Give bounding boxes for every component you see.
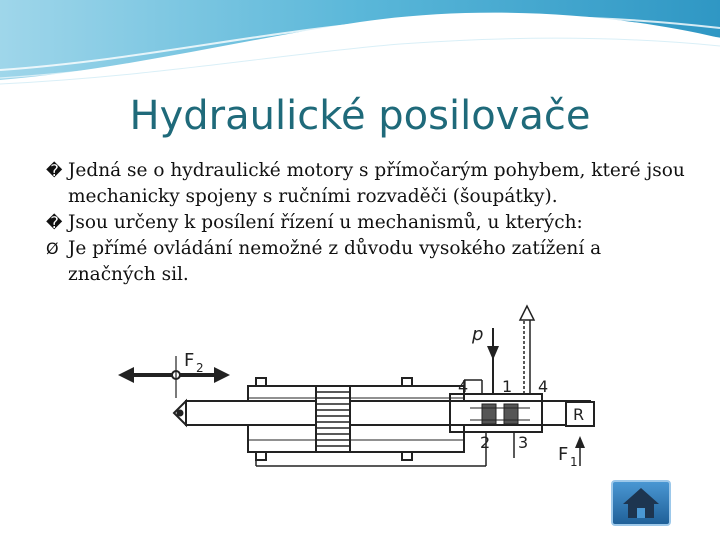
bullet-item xyxy=(46,158,686,210)
header-wave-decoration xyxy=(0,0,720,90)
f2-label: F xyxy=(184,350,195,371)
port-4-right-label: 4 xyxy=(538,377,549,396)
sub-bullet-arrow-marker: Ø xyxy=(46,239,59,258)
bullet-text: Je přímé ovládání nemožné z důvodu vysokého zatížení a značných sil. xyxy=(68,238,602,285)
bullet-text: Jsou určeny k posílení řízení u mechanismů, u kterých: xyxy=(68,212,583,233)
hydraulic-booster-diagram xyxy=(110,298,610,513)
pressure-inlet-arrow xyxy=(487,328,499,394)
port-2-label: 2 xyxy=(480,433,491,452)
return-outlet-arrow xyxy=(520,306,534,394)
f2-subscript: 2 xyxy=(196,361,204,375)
bullet-text: Jedná se o hydraulické motory s přímočarým pohybem, které jsou mechanicky spojeny s ručními rozvaděči (šoupátky). xyxy=(68,160,685,207)
bullet-marker: � xyxy=(46,213,63,232)
port-4-left-label: 4 xyxy=(458,377,469,396)
force-f2-arrow xyxy=(118,356,230,398)
pressure-label: p xyxy=(472,324,484,345)
r-label: R xyxy=(573,405,585,424)
f1-label: F xyxy=(558,444,569,465)
bullet-marker: � xyxy=(46,161,63,180)
home-button[interactable] xyxy=(611,480,671,526)
bullet-item xyxy=(46,236,686,288)
f1-subscript: 1 xyxy=(570,455,578,469)
port-3-label: 3 xyxy=(518,433,529,452)
bullet-item xyxy=(46,210,686,236)
bullet-list xyxy=(46,158,686,288)
slide-title: Hydraulické posilovače xyxy=(129,93,591,139)
port-1-label: 1 xyxy=(502,377,513,396)
